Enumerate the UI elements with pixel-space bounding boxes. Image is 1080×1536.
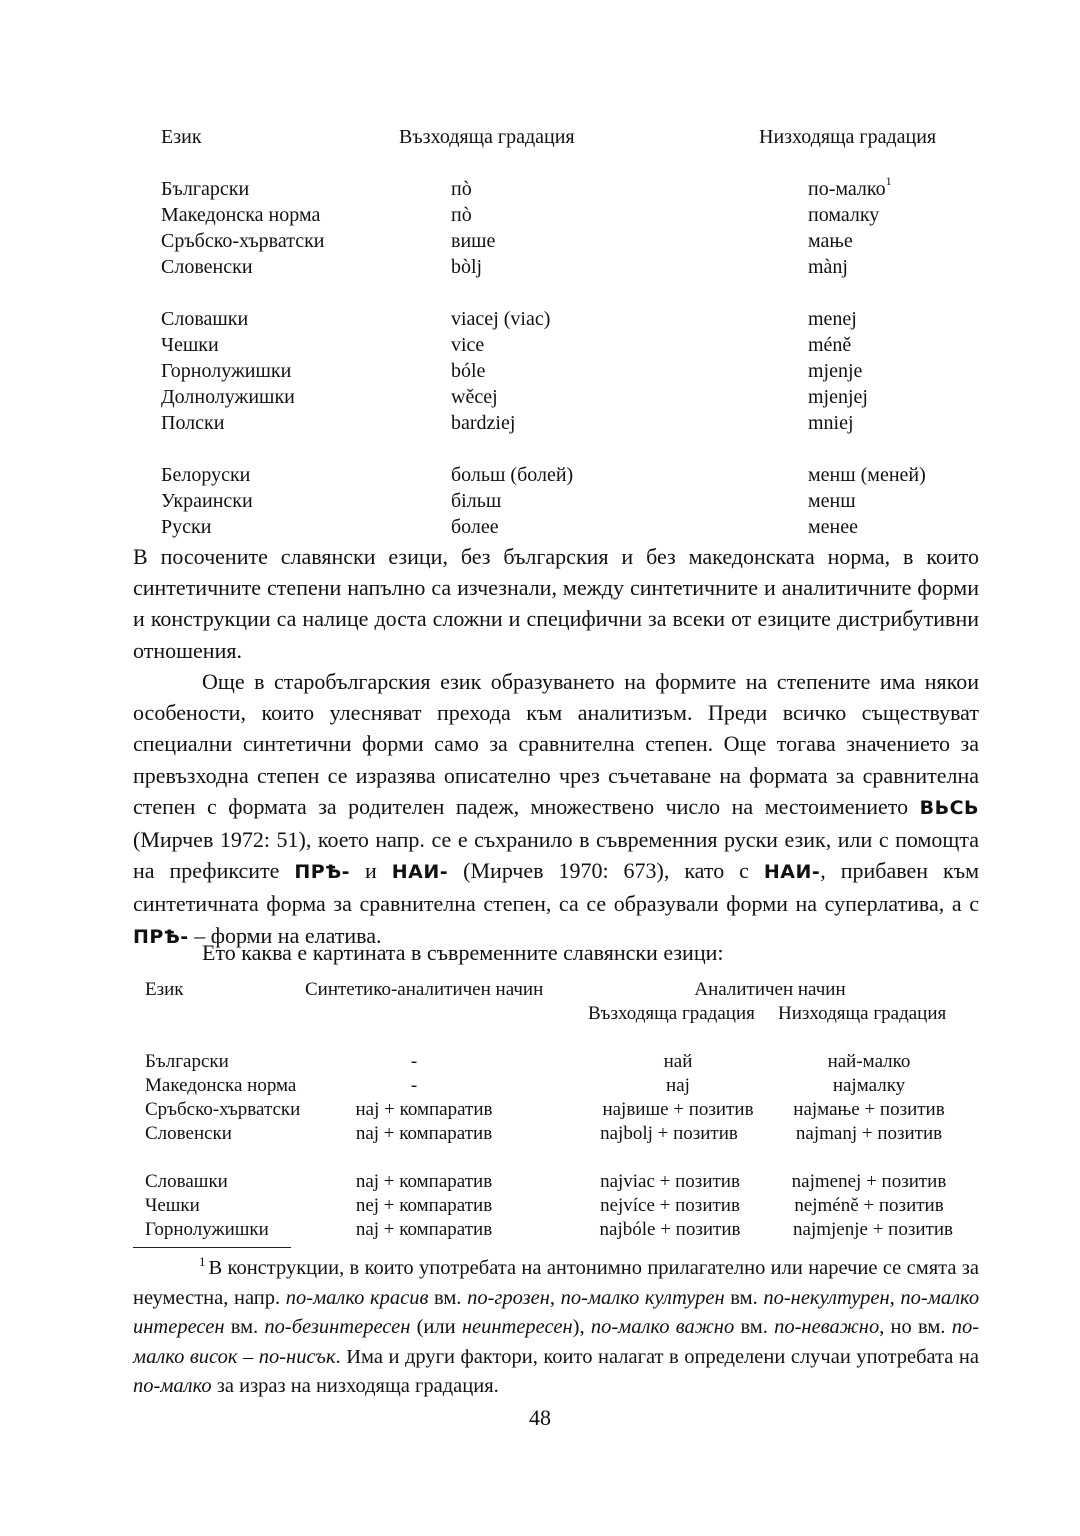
italic-example: по-малко [133,1375,212,1397]
cell-language: Белоруски [161,464,251,486]
text-run: ), [572,1316,585,1338]
cell-synthetic: - [410,1051,418,1072]
italic-example: по-неважно [774,1316,880,1338]
cell-ascending: wěcej [451,386,498,408]
cell-synthetic: nej + компаратив [355,1195,493,1216]
old-church-slavonic-prefix: ПРѢ- [133,925,189,948]
table-row [145,1170,985,1194]
text-run: (или [416,1316,456,1338]
table-row [145,1098,985,1122]
table-row [161,332,981,358]
table-subheader-row [145,1002,985,1026]
cell-language: Сръбско-хърватски [145,1099,301,1120]
cell-descending: nejméně + позитив [794,1195,944,1216]
text-run: вм. [730,1286,758,1309]
cell-descending: менш [808,490,856,512]
table-row [161,462,981,488]
cell-ascending: bardziej [451,412,516,434]
footnote-separator [133,1247,291,1248]
footnote-number: 1 [199,1254,206,1270]
cell-synthetic: нај + компаратив [355,1099,493,1120]
page-number: 48 [529,1405,551,1430]
cell-synthetic: naj + компаратив [355,1219,493,1240]
superlative-table [145,978,985,1242]
cell-descending: мање [808,230,853,252]
cell-language: Словашки [161,308,249,330]
table-row [161,202,981,228]
cell-ascending: більш [451,490,502,512]
cell-language: Горнолужишки [145,1219,269,1240]
cell-language: Македонска норма [161,204,321,226]
cell-descending: mniej [808,412,854,434]
cell-language: Полски [161,412,225,434]
table-row [145,1194,985,1218]
footnote [133,1254,979,1402]
cell-ascending: највише + позитив [602,1099,754,1120]
table-header-row [145,978,985,1002]
cell-ascending: больш (болей) [451,464,574,486]
cell-language: Македонска норма [145,1075,297,1096]
header-analytic: Аналитичен начин [694,979,846,1000]
text-run: . Има и други фактори, които налагат в определени случаи употребата на [335,1345,979,1368]
text-run: – форми на елатива. [194,922,382,948]
header-language: Език [161,126,202,148]
table-row [145,1074,985,1098]
italic-example: по-малко интересен [133,1286,980,1338]
cell-descending: најмалку [832,1075,906,1096]
table-row [161,228,981,254]
text-run: , но вм. [879,1316,946,1338]
cell-language: Чешки [161,334,219,356]
cell-descending: mjenjej [808,386,868,408]
header-descending: Низходяща градация [759,126,937,148]
text-run: Още в старобългарския език образуването на формите на степените има някои особености, които улесняват прехода към аналитизъм. Преди всичко съществуват специални синтетични форми само за сравнителна степен. Още тогава значението за превъзходна степен се изразява описателно чрез съчетаване на формата за сравнителна степен с формата за родителен падеж, множествено число на местоимението [133,669,979,819]
italic-example: неинтересен [461,1316,573,1338]
cell-descending: méně [808,334,852,356]
cell-ascending: най [663,1051,693,1072]
cell-synthetic: naj + компаратив [355,1123,493,1144]
text-run: вм. [230,1316,259,1338]
cell-descending [808,176,892,202]
text-run: В конструкции, в които употребата на антонимно прилагателно или наречие се смята за неуместна, напр. [133,1257,979,1309]
italic-example: по-грозен [467,1286,550,1309]
cell-ascending: bòlj [451,256,483,278]
text-run: вм. [740,1316,768,1338]
cell-synthetic: - [410,1075,418,1096]
cell-ascending: najbolj + позитив [600,1123,738,1144]
old-church-slavonic-prefix: НАИ- [763,861,821,884]
text-run: , [889,1286,895,1309]
cell-ascending: пò [451,178,472,200]
cell-language: Словашки [145,1171,228,1192]
italic-example: по-малко културен [560,1286,725,1309]
cell-descending: най-малко [827,1051,911,1072]
italic-example: по-некултурен [763,1286,890,1309]
italic-example: по-малко красив [285,1286,429,1309]
cell-synthetic: naj + компаратив [355,1171,493,1192]
paragraph-old-bulgarian [133,666,979,953]
paragraph-modern-intro: Ето каква е картината в съвременните славянски езици: [202,940,724,965]
table-row [161,306,981,332]
table-row [161,358,981,384]
text-run: , [549,1286,556,1309]
cell-language: Сръбско-хърватски [161,230,325,252]
table-row [145,1218,985,1242]
text-run: и [365,858,377,884]
italic-example: по-малко висок – по-нисък [133,1316,980,1368]
cell-descending: најмање + позитив [793,1099,945,1120]
table-row [161,410,981,436]
header-ascending: Възходяща градация [399,126,575,148]
italic-example: по-малко важно [590,1316,735,1338]
header-ascending: Възходяща градация [588,1003,755,1024]
header-language: Език [145,979,184,1000]
cell-descending: menej [808,308,857,330]
cell-language: Чешки [145,1195,200,1216]
old-church-slavonic-prefix: ПРѢ- [294,861,351,884]
cell-ascending: нај [666,1075,690,1096]
header-descending: Низходяща градация [778,1003,947,1024]
cell-descending: mànj [808,256,848,278]
cell-descending: mjenje [808,360,863,382]
text-run: (Мирчев 1970: 673), като с [463,858,749,884]
table-row [161,176,981,202]
text-run: (Мирчев 1972: 51), което напр. се е съхранило в съвременния руски език, или с помощта на префиксите [133,827,979,884]
cell-ascending: viacej (viac) [451,308,551,330]
italic-example: по-безинтересен [264,1316,411,1338]
cell-language: Словенски [145,1123,232,1144]
text-run: , прибавен към синтетичната форма за сравнителна степен, са се образували форми на суперлатива, а с [133,858,980,917]
cell-descending: менее [808,516,858,538]
cell-ascending: najviac + позитив [600,1171,740,1192]
cell-descending: najmjenje + позитив [793,1219,953,1240]
cell-ascending: более [451,516,499,538]
cell-ascending: nejvíce + позитив [600,1195,740,1216]
cell-language: Горнолужишки [161,360,292,382]
comparative-table [161,124,981,540]
cell-descending: менш (меней) [808,464,926,486]
footnote-ref[interactable]: 1 [885,174,892,189]
table-row [161,488,981,514]
paragraph-distribution: В посочените славянски езици, без българския и без македонската норма, в които синтетичните степени напълно са изчезнали, между синтетичните и аналитичните форми и конструкции са налице доста сложни и специфични за всеки от езиците дистрибутивни отношения. [133,544,979,663]
cell-language: Български [145,1051,229,1072]
cell-descending-text: по-малко [808,178,886,200]
old-church-slavonic-word: ВЬСЬ [919,796,979,819]
cell-ascending: bóle [451,360,486,382]
table-row [145,1050,985,1074]
cell-ascending: vice [451,334,485,356]
table-row [161,514,981,540]
table-header-row [161,124,981,150]
old-church-slavonic-prefix: НАИ- [391,861,449,884]
table-row [161,254,981,280]
cell-ascending: najbóle + позитив [599,1219,741,1240]
cell-descending: najmanj + позитив [795,1123,943,1144]
cell-descending: помалку [808,204,880,226]
cell-language: Словенски [161,256,253,278]
cell-ascending: више [451,230,496,252]
table-row [161,384,981,410]
text-run: вм. [434,1286,462,1309]
text-run: за израз на низходяща градация. [216,1375,499,1397]
cell-descending: najmenej + позитив [791,1171,947,1192]
cell-language: Български [161,178,250,200]
table-row [145,1122,985,1146]
cell-language: Руски [161,516,212,538]
cell-language: Украински [161,490,253,512]
cell-language: Долнолужишки [161,386,295,408]
header-synthetic-analytic: Синтетико-аналитичен начин [305,979,544,1000]
cell-ascending: пò [451,204,472,226]
